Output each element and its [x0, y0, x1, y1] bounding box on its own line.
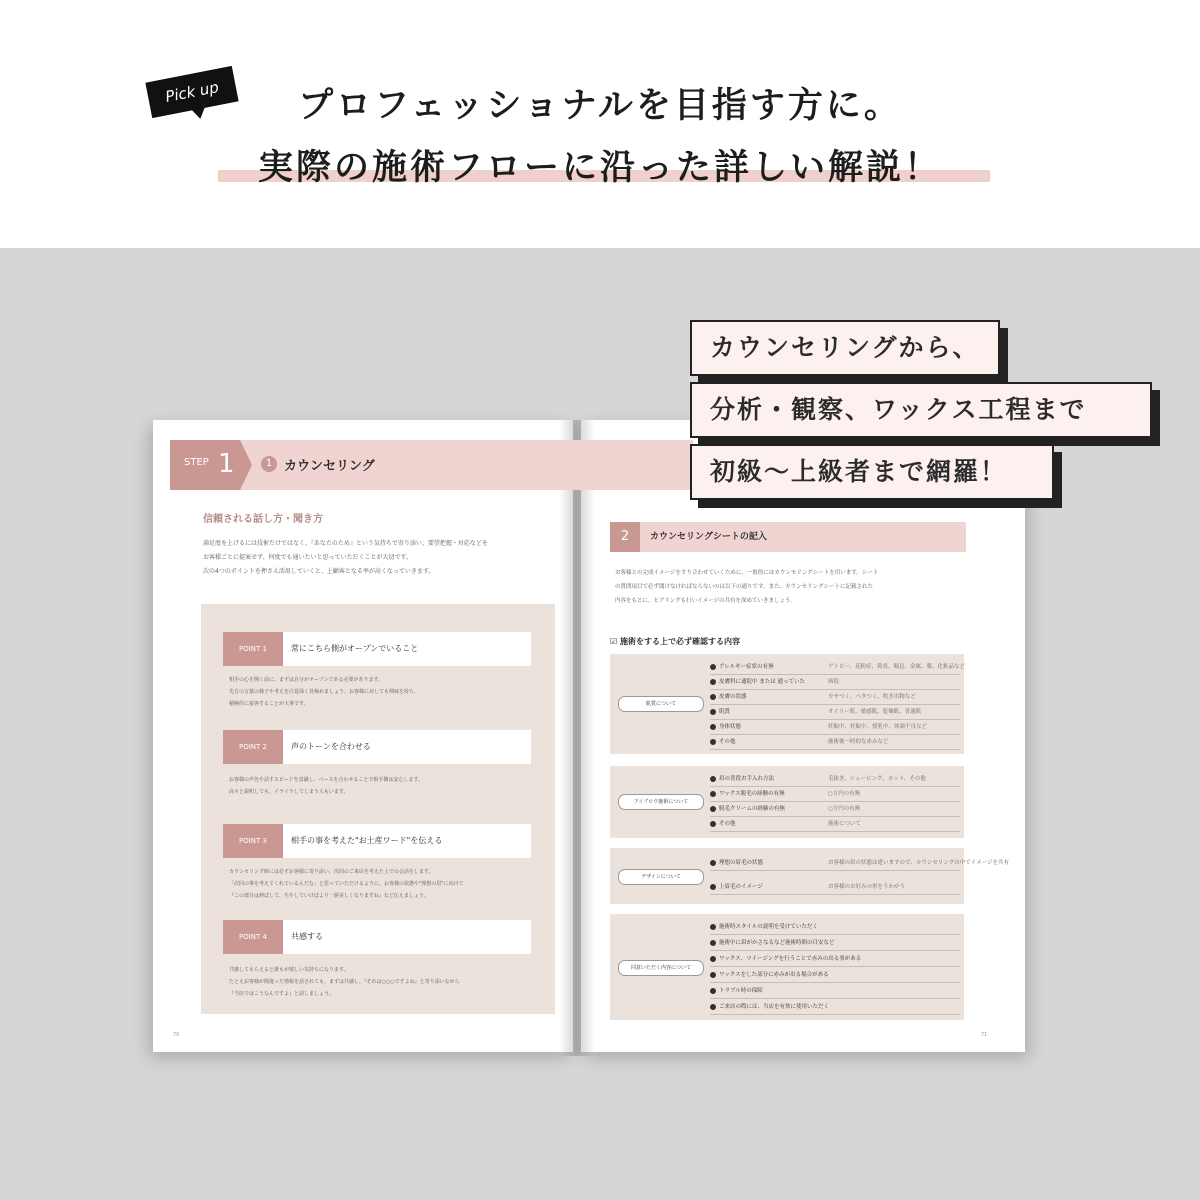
step-label: STEP: [184, 457, 209, 468]
point-body: 『当店ではこうなんですよ』と話しましょう。: [229, 991, 335, 997]
point-body: 『この部分は伸ばして、生やしていけばより一層美しくなりますね』など伝えましょう。: [229, 893, 429, 899]
point-label: POINT 1: [223, 632, 283, 666]
point-body: カウンセリング時には必ずお客様に寄り添い、次回のご来店を考えた上での会話をします。: [229, 869, 434, 875]
check-heading-text: 施術をする上で必ず確認する内容: [619, 637, 740, 646]
point-body: 「次回の事を考えてくれているんだな」と思っていただけるように、お客様の状態や"理想の眉"に向けて: [229, 881, 464, 887]
open-booklet: [153, 420, 1025, 1060]
info-row: 眉の普段お手入れ方法 毛抜き、シェービング、カット、その他: [710, 772, 960, 787]
point-body: 積極的に接客することが大事です。: [229, 701, 309, 707]
right-section-title: カウンセリングシートの記入: [650, 532, 767, 542]
pickup-badge: Pick up: [145, 66, 238, 118]
left-paragraph: 次の4つのポイントを押さえ活用していくと、上顧客となる率が高くなっていきます。: [203, 568, 435, 575]
info-row: 身体状態 妊娠中、妊娠中、授乳中、体調不良など: [710, 720, 960, 735]
point-body: 高々と説明しても、イライラしてしまう人もいます。: [229, 789, 349, 795]
info-row: 上眉毛のイメージ お客様のお好みの形をうかがう: [710, 880, 960, 895]
point-header: [223, 730, 531, 764]
left-subtitle: 信頼される話し方・聞き方: [203, 514, 323, 525]
checkbox-icon: ☑: [610, 637, 620, 646]
info-row: ワックス脱毛の経験の有無 ○方円の有無: [710, 787, 960, 802]
book-gutter-shadow: [559, 420, 595, 1056]
step-header-band-right: [585, 440, 693, 490]
info-row: ご来店の際には、当店を有効に使用いただく: [710, 1000, 960, 1015]
point-header: [223, 824, 531, 858]
info-row: トラブル時の保障: [710, 984, 960, 999]
info-row: 理想の眉毛の状態 お客様の眉の状態は違いますので、カウンセリングの中でイメージを共有: [710, 856, 960, 871]
info-row: 施術中に眉がかさなるなど施術時間の目安など: [710, 936, 960, 951]
info-row: その他 施術について: [710, 817, 960, 832]
left-paragraph: お客様ごとに提案せず、何度でも通いたいと思っていただくことが大切です。: [203, 554, 413, 561]
info-row: アレルギー症状の有無 アトピー、花粉症、鼻炎、喘息、金属、薬、化粧品など: [710, 660, 960, 675]
right-paragraph: お客様との完成イメージをすり合わせていくために、一般的にはカウンセリングシートを用います。シート: [615, 570, 879, 576]
info-group: [610, 914, 964, 1020]
right-section-header: [610, 522, 966, 552]
page-number: 70: [173, 1032, 180, 1038]
point-header: [223, 920, 531, 954]
point-body: 共感してもらえると誰もが嬉しい気持ちになります。: [229, 967, 349, 973]
info-row: 皮膚の状態 カサつく、ベタつく、吹き出物など: [710, 690, 960, 705]
info-row: ワックスをした部分に赤みが出る場合がある: [710, 968, 960, 983]
section-number-circle: 1: [261, 456, 277, 472]
callout-1: カウンセリングから、: [690, 320, 1000, 376]
callout-3: 初級〜上級者まで網羅！: [690, 444, 1054, 500]
point-header: [223, 632, 531, 666]
point-label: POINT 2: [223, 730, 283, 764]
point-title: 相手の事を考えた"お土産ワード"を伝える: [291, 836, 443, 845]
point-body: 先方の言葉の様子や考えを注意深く見極めましょう。お客様に対しても興味を持ち、: [229, 689, 420, 695]
info-group: [610, 654, 964, 754]
group-label: 肌質について: [618, 696, 704, 712]
left-paragraph: 満足度を上げるには技術だけではなく、『あなたのため』という気持ちで寄り添い、要望把握・対応などを: [203, 540, 488, 547]
info-row: その他 施術後一時的な赤みなど: [710, 735, 960, 750]
left-page: [153, 420, 573, 1052]
info-row: 脱毛クリームの経験の有無 ○方円の有無: [710, 802, 960, 817]
group-label: デザインについて: [618, 869, 704, 885]
callout-2: 分析・観察、ワックス工程まで: [690, 382, 1152, 438]
info-row: 皮膚科に通院中 または 通っていた 病院: [710, 675, 960, 690]
headline-line1: プロフェッショナルを目指す方に。: [298, 86, 902, 126]
right-section-number: 2: [610, 522, 640, 552]
info-group: [610, 848, 1010, 904]
point-body: たとえお客様が間違った情報を話されても、まずは共感し、『それは○○○ですよね』と寄り添いながら: [229, 979, 460, 985]
header-area: [0, 0, 1200, 248]
step-badge: [170, 440, 240, 490]
point-body: 相手の心を開く前に、まずは自分がオープンである必要があります。: [229, 677, 384, 683]
check-heading: [610, 636, 740, 647]
page-number: 71: [981, 1032, 988, 1038]
right-paragraph: 内容をもとに、ヒアリングも行いイメージの共有を深めていきましょう。: [615, 598, 797, 604]
info-row: 肌質 オイリー肌、敏感肌、乾燥肌、普通肌: [710, 705, 960, 720]
point-label: POINT 4: [223, 920, 283, 954]
right-paragraph: の質問項目で必ず聞けなければならないのは以下の通りです。また、カウンセリングシートに記載された: [615, 584, 873, 590]
section-title: カウンセリング: [284, 459, 375, 474]
point-title: 常にこちら側がオープンでいること: [291, 644, 419, 653]
point-label: POINT 3: [223, 824, 283, 858]
group-label: アイブロウ施術について: [618, 794, 704, 810]
headline-line2: 実際の施術フローに沿った詳しい解説！: [257, 148, 942, 188]
group-label: 同意いただく内容について: [618, 960, 704, 976]
info-row: 施術時スタイルの説明を受けていただく: [710, 920, 960, 935]
point-body: お客様の声色や話すスピードを意識し、ペースを合わせることで相手側は安心します。: [229, 777, 423, 783]
info-row: ワックス、ツイージングを行うことで赤みの出る事がある: [710, 952, 960, 967]
point-title: 声のトーンを合わせる: [291, 742, 371, 751]
info-group: [610, 766, 964, 838]
step-number: 1: [218, 449, 235, 479]
point-title: 共感する: [291, 932, 323, 941]
